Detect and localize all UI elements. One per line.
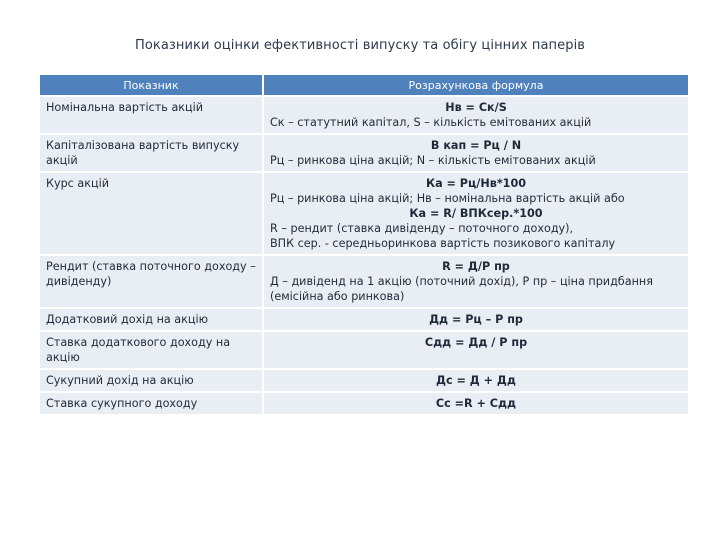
header-indicator: Показник: [40, 75, 263, 96]
indicator-cell: Додатковий дохід на акцію: [40, 308, 263, 331]
formula-cell: [263, 255, 688, 308]
formula-description: Рц – ринкова ціна акцій; N – кількість емітованих акцій: [270, 154, 596, 167]
table-row: [40, 308, 688, 331]
indicator-cell: Ставка додаткового доходу на акцію: [40, 331, 263, 369]
table-row: [40, 255, 688, 308]
indicator-cell: Рендит (ставка поточного доходу – дивіденду): [40, 255, 263, 308]
table-row: [40, 172, 688, 255]
formula-text: Нв = Ск/S: [445, 101, 507, 114]
formula-text: R = Д/Р пр: [442, 260, 510, 273]
formula-cell: [263, 308, 688, 331]
formula-text: Ка = R/ ВПКсер.*100: [409, 207, 543, 220]
indicator-cell: Капіталізована вартість випуску акцій: [40, 134, 263, 172]
page-title: Показники оцінки ефективності випуску та обігу цінних паперів: [134, 38, 586, 53]
formula-text: Дд = Рц – Р пр: [429, 313, 523, 326]
formula-description: R – рендит (ставка дивіденду – поточного доходу),: [270, 222, 574, 235]
table-row: [40, 369, 688, 392]
indicator-cell: Ставка сукупного доходу: [40, 392, 263, 415]
formula-cell: [263, 331, 688, 369]
table-row: [40, 331, 688, 369]
indicator-cell: Сукупний дохід на акцію: [40, 369, 263, 392]
formula-text: В кап = Рц / N: [430, 139, 522, 152]
table-header-row: [40, 75, 688, 96]
formula-text: Сс =R + Сдд: [435, 397, 517, 410]
indicator-cell: Курс акцій: [40, 172, 263, 255]
formula-description: Рц – ринкова ціна акцій; Нв – номінальна вартість акцій або: [270, 192, 625, 205]
formula-cell: [263, 172, 688, 255]
formula-cell: [263, 369, 688, 392]
formula-description: ВПК сер. - середньоринкова вартість позикового капіталу: [270, 237, 616, 250]
formula-text: Ка = Рц/Нв*100: [425, 177, 527, 190]
header-formula: Розрахункова формула: [263, 75, 688, 96]
formula-description: Ск – статутний капітал, S – кількість емітованих акцій: [270, 116, 592, 129]
table-row: [40, 392, 688, 415]
table-row: [40, 134, 688, 172]
indicator-cell: Номінальна вартість акцій: [40, 96, 263, 134]
formula-description: Д – дивіденд на 1 акцію (поточний дохід), Р пр – ціна придбання (емісійна або ринкова): [270, 275, 653, 303]
table-body: [40, 96, 688, 415]
indicators-table: [40, 75, 688, 416]
formula-text: Дс = Д + Дд: [436, 374, 516, 387]
formula-text: Сдд = Дд / Р пр: [424, 336, 528, 349]
formula-cell: [263, 134, 688, 172]
formula-cell: [263, 96, 688, 134]
formula-cell: [263, 392, 688, 415]
table-row: [40, 96, 688, 134]
